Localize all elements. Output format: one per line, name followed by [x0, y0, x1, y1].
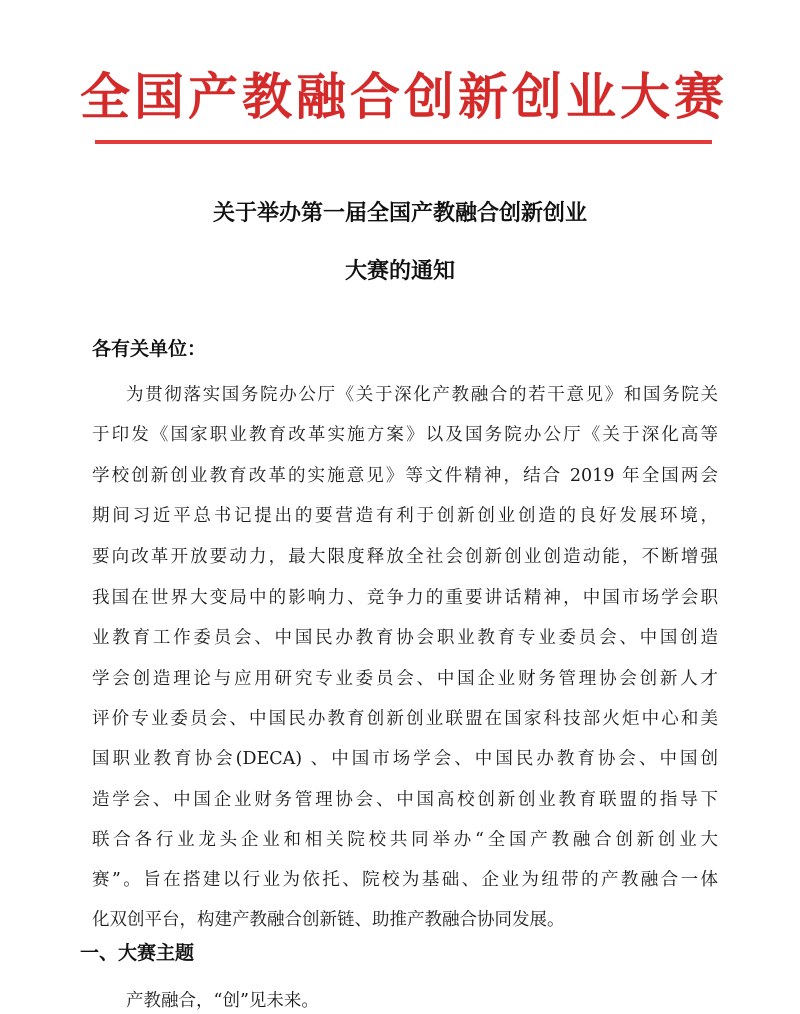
paragraph-line: 我国在世界大变局中的影响力、竞争力的重要讲话精神，中国市场学会职 [92, 588, 718, 608]
paragraph-line: 评价专业委员会、中国民办教育创新创业联盟在国家科技部火炬中心和美 [92, 709, 718, 729]
letterhead-red-rule [95, 140, 712, 144]
paragraph-line: 期间习近平总书记提出的要营造有利于创新创业创造的良好发展环境， [92, 506, 718, 526]
paragraph-line: 学会创造理论与应用研究专业委员会、中国企业财务管理协会创新人才 [92, 669, 718, 689]
paragraph-line: 于印发《国家职业教育改革实施方案》以及国务院办公厅《关于深化高等 [92, 425, 718, 445]
salutation: 各有关单位： [92, 338, 207, 360]
paragraph-line: 造学会、中国企业财务管理协会、中国高校创新创业教育联盟的指导下 [92, 790, 718, 810]
paragraph-line: 化双创平台，构建产教融合创新链、助推产教融合协同发展。 [92, 910, 565, 930]
paragraph-line: 赛”。旨在搭建以行业为依托、院校为基础、企业为纽带的产教融合一体 [92, 870, 718, 890]
paragraph-line: 学校创新创业教育改革的实施意见》等文件精神，结合 2019 年全国两会 [92, 466, 718, 486]
paragraph-line: 国职业教育协会(DECA) 、中国市场学会、中国民办教育协会、中国创 [92, 749, 718, 769]
paragraph-line: 业教育工作委员会、中国民办教育协会职业教育专业委员会、中国创造 [92, 628, 718, 648]
paragraph-line: 为贯彻落实国务院办公厅《关于深化产教融合的若干意见》和国务院关 [126, 385, 718, 405]
letterhead-title: 全国产教融合创新创业大赛 [80, 68, 728, 126]
section-heading-theme: 一、大赛主题 [80, 942, 195, 964]
paragraph-line: 要向改革开放要动力，最大限度释放全社会创新创业创造动能，不断增强 [92, 547, 718, 567]
notice-title-line-2: 大赛的通知 [344, 259, 455, 284]
paragraph-line: 联合各行业龙头企业和相关院校共同举办“全国产教融合创新创业大 [92, 830, 718, 850]
section-theme-content: 产教融合，“创”见未来。 [126, 991, 319, 1011]
notice-title-line-1: 关于举办第一届全国产教融合创新创业 [212, 201, 587, 226]
